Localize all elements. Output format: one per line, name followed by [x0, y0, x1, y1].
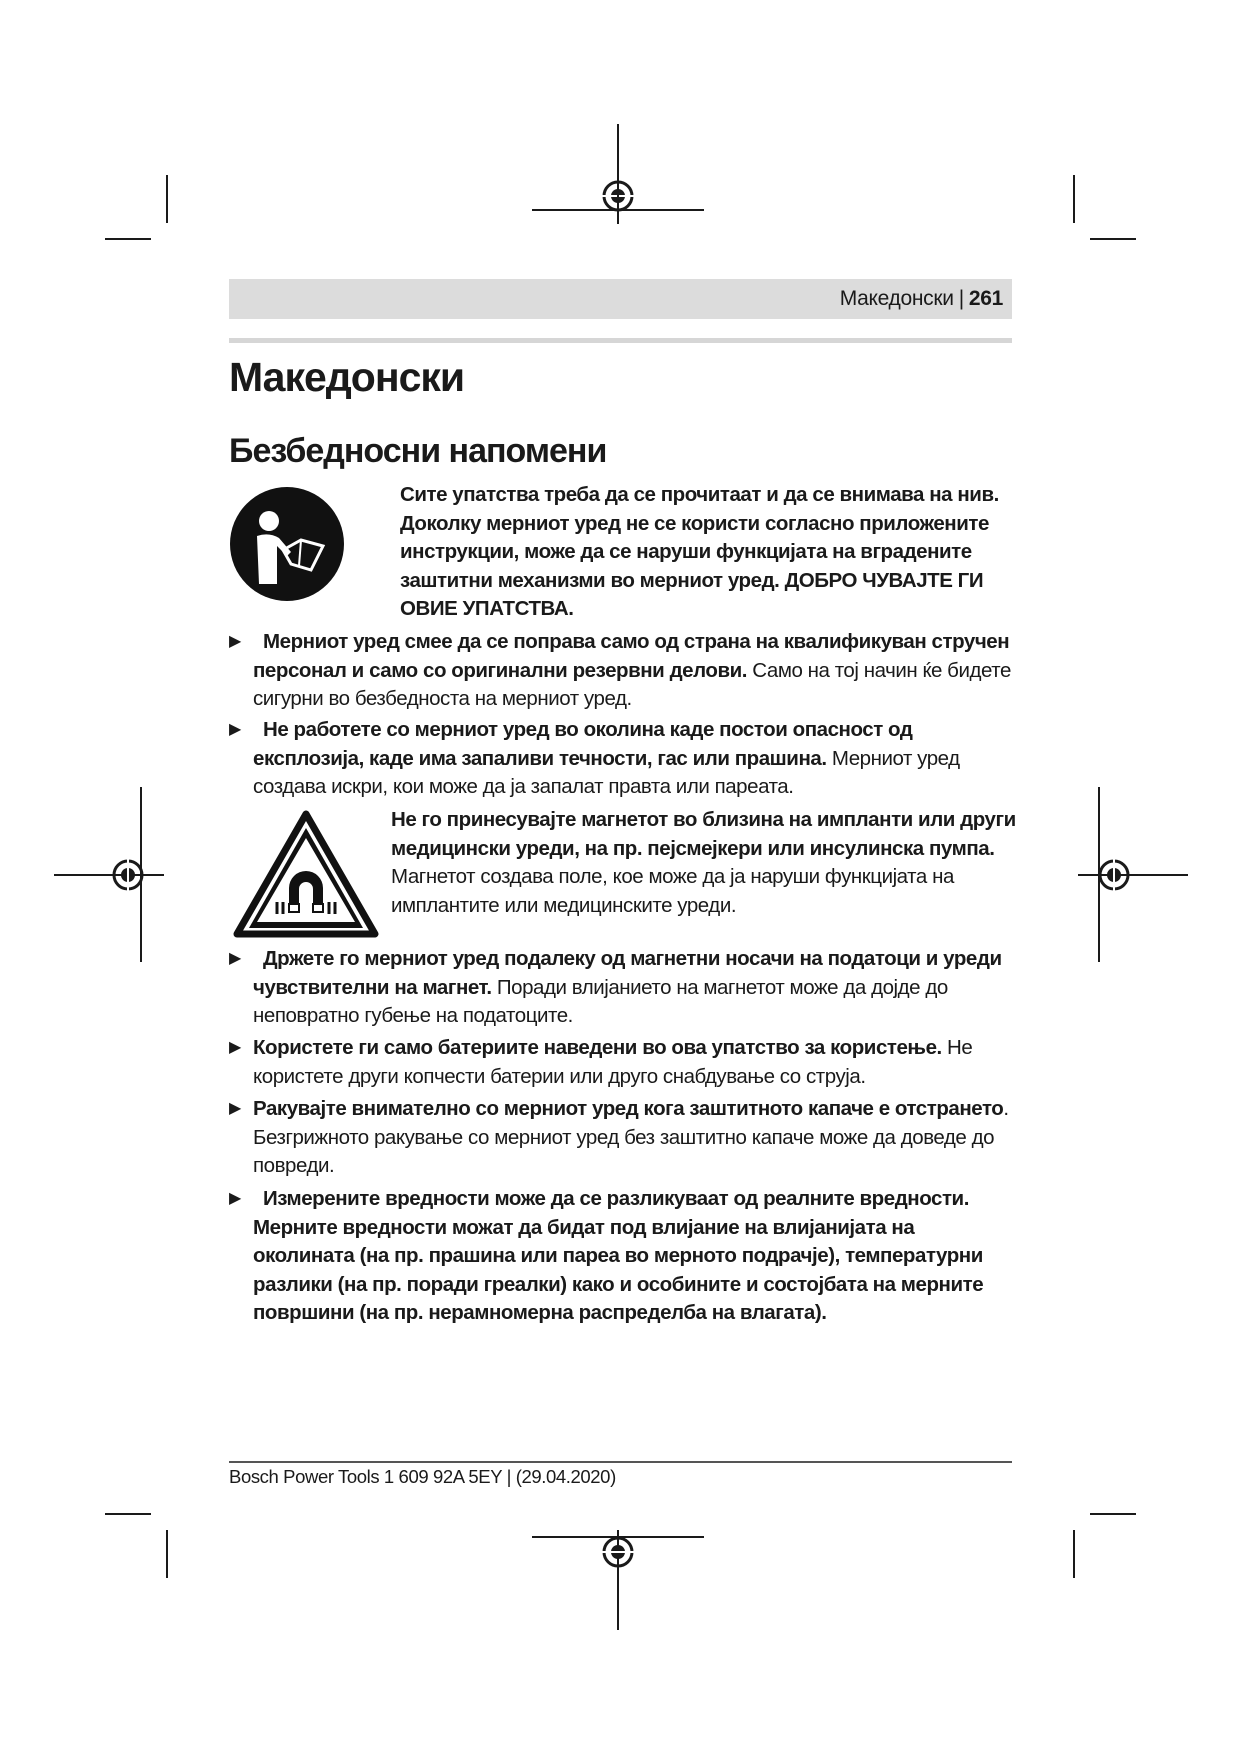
- page-title: Македонски: [229, 354, 465, 400]
- magnet-warning-normal: Магнетот создава поле, кое може да ја наруши функцијата на имплантите или медицинските уреди.: [391, 865, 954, 917]
- crop-mark-bottom-right-h: [1090, 1513, 1136, 1515]
- bullet-item: [229, 1034, 1019, 1091]
- bullet-normal: Не користете други копчести батерии или друго снабдување со струја.: [253, 1036, 973, 1088]
- crop-mark-top-right-h: [1090, 238, 1136, 240]
- registration-mark-icon: [1078, 850, 1188, 900]
- intro-warning: Сите упатства треба да се прочитаат и да се внимава на нив. Доколку мерниот уред не се користи согласно приложените инструкции, може да се наруши функцијата на вградените заштитни механизми во мерниот уред. ДОБРО ЧУВАЈТЕ ГИ ОВИЕ УПАТСТВА.: [400, 483, 999, 620]
- bullet-bold: Мерниот уред смее да се поправа само од страна на квалификуван стручен персонал и само со оригинални резервни делови.: [253, 630, 1010, 682]
- read-manual-icon: [229, 486, 345, 602]
- bullet-arrow-icon: ▶: [229, 950, 241, 967]
- bullet-bold: Ракувајте внимателно со мерниот уред кога заштитното капаче е отстрането: [253, 1097, 1004, 1120]
- bullet-normal: Мерниот уред создава искри, кои може да ја запалат правта или пареата.: [253, 746, 960, 798]
- bullet-normal: Само на тој начин ќе бидете сигурни во безбедноста на мерниот уред.: [253, 658, 1011, 710]
- crop-mark-top-left-v: [166, 175, 168, 223]
- registration-mark-icon: [54, 850, 164, 900]
- bullet-item: [229, 1185, 1019, 1328]
- registration-mark-icon: [532, 124, 704, 224]
- bullet-arrow-icon: ▶: [229, 1100, 241, 1117]
- bullet-arrow-icon: ▶: [229, 1190, 241, 1207]
- bullet-arrow-icon: ▶: [229, 721, 241, 738]
- running-header: [840, 287, 1003, 311]
- magnet-warning-bold: Не го принесувајте магнетот во близина на импланти или други медицински уреди, на пр. пејсмејкери или инсулинска пумпа.: [391, 808, 1016, 860]
- bullet-item: [229, 628, 1019, 714]
- section-title: Безбедносни напомени: [229, 432, 607, 470]
- crop-mark-bottom-left-v: [166, 1530, 168, 1578]
- bullet-normal: Поради влијанието на магнетот може да дојде до неповратно губење на податоците.: [253, 975, 948, 1027]
- crop-mark-bottom-right-v: [1073, 1530, 1075, 1578]
- magnet-warning-text: [391, 806, 1016, 920]
- footer-rule: [229, 1461, 1012, 1463]
- page-number: 261: [968, 287, 1003, 310]
- bullet-bold: Измерените вредности може да се разликуваат од реалните вредности. Мерните вредности можат да бидат под влијание на влијанијата на околината (на пр. прашина или пареа во мерното подрачје), температурни разлики (на пр. поради греалки) како и особините и состојбата на мерните површини (на пр. нерамномерна распределба на влагата).: [253, 1187, 984, 1324]
- bullet-bold: Не работете со мерниот уред во околина каде постои опасност од експлозија, каде има запаливи течности, гас или прашина.: [253, 718, 913, 770]
- crop-mark-bottom-left-h: [105, 1513, 151, 1515]
- header-rule: [229, 338, 1012, 343]
- magnet-warning-icon: [233, 810, 379, 938]
- header-separator: |: [958, 287, 964, 310]
- bullet-item: [229, 945, 1019, 1031]
- bullet-bold: Држете го мерниот уред подалеку од магнетни носачи на податоци и уреди чувствителни на магнет.: [253, 947, 1002, 999]
- bullet-item: [229, 1095, 1019, 1181]
- registration-mark-icon: [532, 1530, 704, 1630]
- bullet-bold: Користете ги само батериите наведени во ова упатство за користење.: [253, 1036, 942, 1059]
- bullet-item: [229, 716, 1019, 802]
- bullet-normal: . Безгрижното ракување со мерниот уред без заштитно капаче може да доведе до повреди.: [253, 1097, 1009, 1177]
- footer-text: Bosch Power Tools 1 609 92A 5EY | (29.04.2020): [229, 1466, 616, 1487]
- bullet-arrow-icon: ▶: [229, 633, 241, 650]
- crop-mark-top-right-v: [1073, 175, 1075, 223]
- crop-mark-top-left-h: [105, 238, 151, 240]
- header-language: Македонски: [839, 287, 954, 310]
- bullet-arrow-icon: ▶: [229, 1039, 241, 1056]
